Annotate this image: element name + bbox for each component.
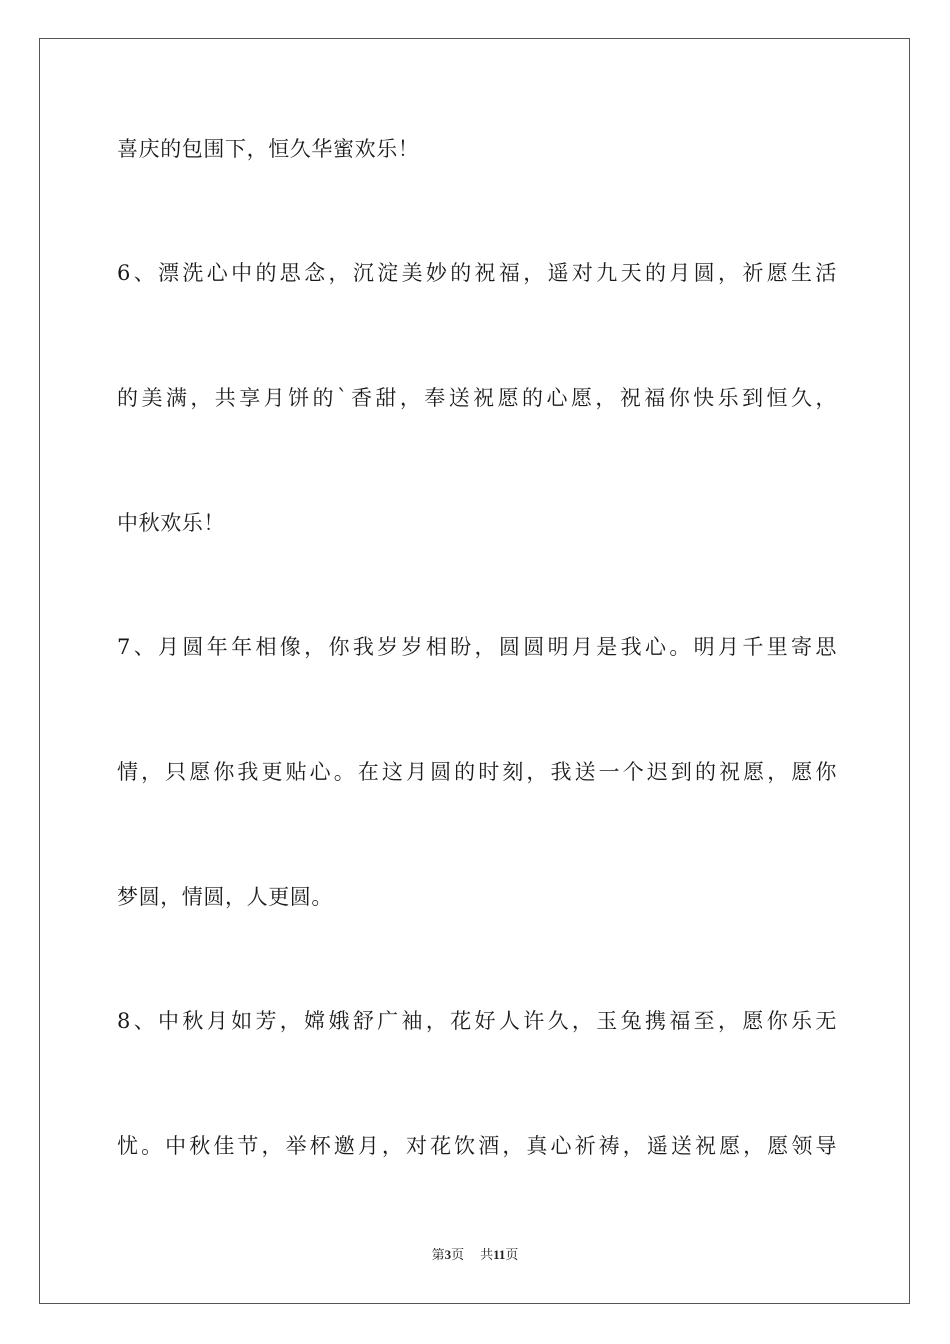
text-line-7: 梦圆，情圆，人更圆。 bbox=[117, 885, 333, 909]
text-line-9: 忧。中秋佳节，举杯邀月，对花饮酒，真心祈祷，遥送祝愿，愿领导 bbox=[117, 1134, 837, 1158]
text-line-3: 的美满，共享月饼的`香甜，奉送祝愿的心愿，祝福你快乐到恒久， bbox=[117, 386, 837, 410]
page-frame bbox=[39, 38, 910, 1304]
text-line-4: 中秋欢乐！ bbox=[117, 511, 225, 535]
text-line-5: 7、月圆年年相像，你我岁岁相盼，圆圆明月是我心。明月千里寄思 bbox=[117, 635, 837, 659]
footer-total-suffix: 页 bbox=[505, 1247, 519, 1262]
text-line-2: 6、漂洗心中的思念，沉淀美妙的祝福，遥对九天的月圆，祈愿生活 bbox=[117, 261, 837, 285]
text-line-8: 8、中秋月如芳，嫦娥舒广袖，花好人许久，玉兔携福至，愿你乐无 bbox=[117, 1009, 837, 1033]
page-footer bbox=[0, 1246, 950, 1264]
footer-page-number: 3 bbox=[444, 1247, 452, 1262]
text-line-1: 喜庆的包围下，恒久华蜜欢乐！ bbox=[117, 137, 420, 161]
footer-page-prefix: 第 bbox=[431, 1247, 445, 1262]
footer-page-suffix: 页 bbox=[451, 1247, 465, 1262]
footer-total-prefix: 共 bbox=[480, 1247, 494, 1262]
text-line-6: 情，只愿你我更贴心。在这月圆的时刻，我送一个迟到的祝愿，愿你 bbox=[117, 760, 837, 784]
footer-total-pages: 11 bbox=[493, 1247, 506, 1262]
